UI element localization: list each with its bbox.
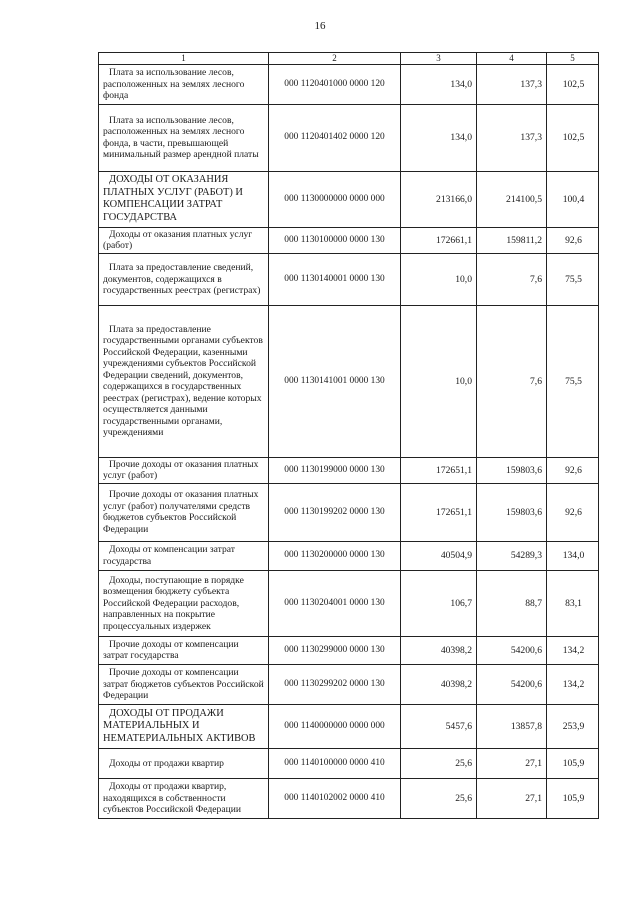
row-code: 000 1130100000 0000 130 <box>269 227 401 253</box>
table-row <box>99 748 599 778</box>
row-name: Плата за использование лесов, расположенных на землях лесного фонда, в части, превышающей минимальный размер арендной платы <box>99 104 269 171</box>
row-value-col5: 253,9 <box>547 704 599 748</box>
row-value-col3: 106,7 <box>401 570 477 636</box>
row-value-col4: 13857,8 <box>477 704 547 748</box>
column-header: 2 <box>269 53 401 65</box>
row-value-col3: 25,6 <box>401 748 477 778</box>
table-row <box>99 704 599 748</box>
row-value-col4: 54200,6 <box>477 664 547 704</box>
row-name: Прочие доходы от компенсации затрат государства <box>99 636 269 664</box>
row-value-col3: 40398,2 <box>401 664 477 704</box>
revenue-table <box>98 52 599 819</box>
row-code: 000 1130141001 0000 130 <box>269 305 401 457</box>
row-value-col5: 92,6 <box>547 457 599 483</box>
row-value-col5: 102,5 <box>547 64 599 104</box>
column-header: 1 <box>99 53 269 65</box>
row-code: 000 1130199000 0000 130 <box>269 457 401 483</box>
row-code: 000 1120401402 0000 120 <box>269 104 401 171</box>
row-value-col3: 134,0 <box>401 64 477 104</box>
column-header: 3 <box>401 53 477 65</box>
row-code: 000 1140102002 0000 410 <box>269 778 401 818</box>
row-value-col3: 213166,0 <box>401 171 477 227</box>
row-code: 000 1140100000 0000 410 <box>269 748 401 778</box>
row-value-col5: 134,0 <box>547 541 599 570</box>
row-code: 000 1130000000 0000 000 <box>269 171 401 227</box>
row-name: Плата за использование лесов, расположенных на землях лесного фонда <box>99 64 269 104</box>
row-value-col4: 159811,2 <box>477 227 547 253</box>
row-value-col3: 25,6 <box>401 778 477 818</box>
row-code: 000 1130299202 0000 130 <box>269 664 401 704</box>
row-code: 000 1130140001 0000 130 <box>269 253 401 305</box>
row-value-col5: 134,2 <box>547 636 599 664</box>
table-row <box>99 778 599 818</box>
row-value-col4: 7,6 <box>477 253 547 305</box>
row-name: ДОХОДЫ ОТ ОКАЗАНИЯ ПЛАТНЫХ УСЛУГ (РАБОТ) И КОМПЕНСАЦИИ ЗАТРАТ ГОСУДАРСТВА <box>99 171 269 227</box>
row-value-col4: 27,1 <box>477 778 547 818</box>
row-name: Плата за предоставление государственными органами субъектов Российской Федерации, казенными учреждениями субъектов Российской Федерации сведений, документов, содержащихся в государственных реестрах (регистрах), ведение которых осуществляется данными государственными органами, учреждениями <box>99 305 269 457</box>
row-code: 000 1130299000 0000 130 <box>269 636 401 664</box>
row-value-col3: 5457,6 <box>401 704 477 748</box>
row-value-col4: 7,6 <box>477 305 547 457</box>
row-value-col3: 172661,1 <box>401 227 477 253</box>
column-header: 4 <box>477 53 547 65</box>
row-value-col5: 105,9 <box>547 778 599 818</box>
table-row <box>99 636 599 664</box>
row-code: 000 1130200000 0000 130 <box>269 541 401 570</box>
row-name: Прочие доходы от оказания платных услуг (работ) <box>99 457 269 483</box>
column-header: 5 <box>547 53 599 65</box>
table-row <box>99 457 599 483</box>
row-value-col3: 172651,1 <box>401 483 477 541</box>
table-row <box>99 664 599 704</box>
row-value-col4: 27,1 <box>477 748 547 778</box>
row-name: Прочие доходы от оказания платных услуг (работ) получателями средств бюджетов субъектов Российской Федерации <box>99 483 269 541</box>
table-row <box>99 253 599 305</box>
row-name: Доходы от продажи квартир, находящихся в собственности субъектов Российской Федерации <box>99 778 269 818</box>
row-value-col4: 88,7 <box>477 570 547 636</box>
table-body <box>99 64 599 818</box>
row-value-col4: 137,3 <box>477 64 547 104</box>
row-name: Доходы от компенсации затрат государства <box>99 541 269 570</box>
row-value-col5: 100,4 <box>547 171 599 227</box>
row-value-col5: 83,1 <box>547 570 599 636</box>
table-header-row <box>99 53 599 65</box>
row-code: 000 1140000000 0000 000 <box>269 704 401 748</box>
row-value-col5: 134,2 <box>547 664 599 704</box>
row-value-col4: 159803,6 <box>477 457 547 483</box>
row-value-col5: 105,9 <box>547 748 599 778</box>
row-value-col3: 40398,2 <box>401 636 477 664</box>
row-value-col4: 159803,6 <box>477 483 547 541</box>
row-value-col5: 92,6 <box>547 483 599 541</box>
row-name: Доходы, поступающие в порядке возмещения бюджету субъекта Российской Федерации расходов, направленных на покрытие процессуальных издержек <box>99 570 269 636</box>
row-value-col4: 54289,3 <box>477 541 547 570</box>
row-value-col5: 75,5 <box>547 305 599 457</box>
table-row <box>99 64 599 104</box>
row-code: 000 1130204001 0000 130 <box>269 570 401 636</box>
row-value-col5: 75,5 <box>547 253 599 305</box>
row-value-col5: 102,5 <box>547 104 599 171</box>
table-row <box>99 227 599 253</box>
table-row <box>99 305 599 457</box>
row-value-col4: 214100,5 <box>477 171 547 227</box>
row-name: Прочие доходы от компенсации затрат бюджетов субъектов Российской Федерации <box>99 664 269 704</box>
row-value-col4: 137,3 <box>477 104 547 171</box>
table-row <box>99 541 599 570</box>
table-row <box>99 171 599 227</box>
row-value-col3: 10,0 <box>401 253 477 305</box>
row-value-col5: 92,6 <box>547 227 599 253</box>
row-code: 000 1120401000 0000 120 <box>269 64 401 104</box>
row-value-col3: 172651,1 <box>401 457 477 483</box>
row-name: ДОХОДЫ ОТ ПРОДАЖИ МАТЕРИАЛЬНЫХ И НЕМАТЕРИАЛЬНЫХ АКТИВОВ <box>99 704 269 748</box>
table-row <box>99 104 599 171</box>
table-row <box>99 483 599 541</box>
table-row <box>99 570 599 636</box>
row-value-col4: 54200,6 <box>477 636 547 664</box>
page-number: 16 <box>314 20 326 32</box>
row-name: Плата за предоставление сведений, документов, содержащихся в государственных реестрах (регистрах) <box>99 253 269 305</box>
row-code: 000 1130199202 0000 130 <box>269 483 401 541</box>
row-value-col3: 134,0 <box>401 104 477 171</box>
row-name: Доходы от продажи квартир <box>99 748 269 778</box>
row-name: Доходы от оказания платных услуг (работ) <box>99 227 269 253</box>
row-value-col3: 10,0 <box>401 305 477 457</box>
row-value-col3: 40504,9 <box>401 541 477 570</box>
